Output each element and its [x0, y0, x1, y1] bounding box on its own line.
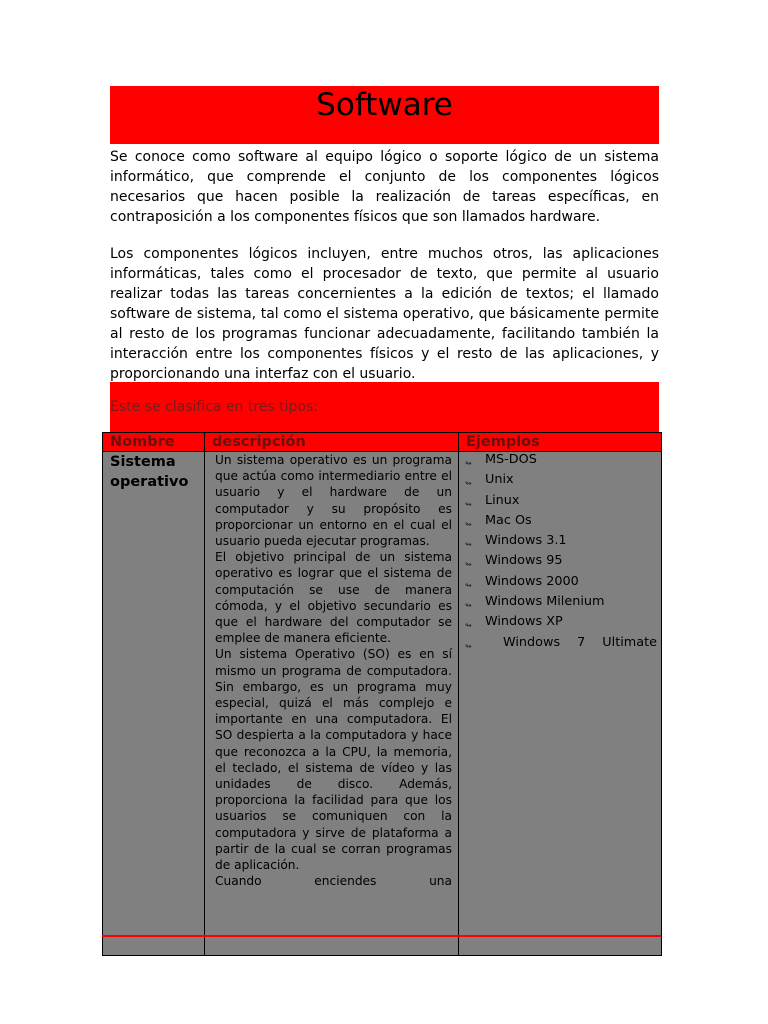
- header-ejemplos: Ejemplos: [459, 433, 662, 452]
- arrow-bullet-icon: ↬: [465, 580, 472, 590]
- list-item: ↬ Unix: [465, 472, 657, 492]
- arrow-bullet-icon: ↬: [465, 540, 472, 550]
- list-item: ↬ Windows 3.1: [465, 533, 657, 553]
- table-header-row: [103, 433, 662, 452]
- arrow-bullet-icon: ↬: [465, 519, 472, 529]
- arrow-bullet-icon: ↬: [465, 641, 472, 651]
- arrow-bullet-icon: ↬: [465, 621, 472, 631]
- list-item: ↬ Linux: [465, 493, 657, 513]
- list-item: ↬ Windows 95: [465, 553, 657, 573]
- list-item: ↬ Windows 2000: [465, 574, 657, 594]
- classification-band: [110, 382, 659, 434]
- title-band: [110, 86, 659, 144]
- description-paragraph: El objetivo principal de un sistema operativo es lograr que el sistema de computación se use de manera cómoda, y el objetivo secundario es que el hardware del computador se emplee de manera eficiente.: [215, 550, 452, 646]
- arrow-bullet-icon: ↬: [465, 459, 472, 468]
- classification-text: Este se clasifica en tres tipos:: [110, 399, 319, 415]
- software-types-table: [102, 432, 662, 956]
- arrow-bullet-icon: ↬: [465, 479, 472, 489]
- paragraph-components: Los componentes lógicos incluyen, entre muchos otros, las aplicaciones informáticas, tales como el procesador de texto, que permite al usuario realizar todas las tareas concernientes a la edición de textos; el llamado software de sistema, tal como el sistema operativo, que básicamente permite al resto de los programas funcionar adecuadamente, facilitando también la interacción entre los componentes físicos y el resto de las aplicaciones, y proporcionando una interfaz con el usuario.: [110, 246, 659, 382]
- description-paragraph: Un sistema Operativo (SO) es en sí mismo un programa de computadora. Sin embargo, es un programa muy especial, quizá el más complejo e importante en una computadora. El SO despierta a la computadora y hace que reconozca a la CPU, la memoria, el teclado, el sistema de vídeo y las unidades de disco. Además, proporciona la facilidad para que los usuarios se comuniquen con la computadora y sirve de plataforma a partir de la cual se corran programas de aplicación.: [215, 647, 452, 873]
- arrow-bullet-icon: ↬: [465, 601, 472, 611]
- cell-description: [205, 452, 459, 956]
- list-item: ↬ Windows Milenium: [465, 594, 657, 614]
- arrow-bullet-icon: ↬: [465, 499, 472, 509]
- cell-name: Sistema operativo: [103, 452, 205, 956]
- paragraph-intro: Se conoce como software al equipo lógico o soporte lógico de un sistema informático, que comprende el conjunto de los componentes lógicos necesarios que hacen posible la realización de tareas específicas, en contraposición a los componentes físicos que son llamados hardware.: [110, 149, 659, 225]
- page-title: Software: [316, 87, 453, 123]
- cell-examples: [459, 452, 662, 956]
- list-item: ↬ Windows 7 Ultimate: [465, 635, 657, 655]
- bottom-divider: [102, 935, 661, 937]
- header-descripcion: descripción: [205, 433, 459, 452]
- description-paragraph: Cuando enciendes una: [215, 874, 452, 889]
- header-nombre: Nombre: [103, 433, 205, 452]
- arrow-bullet-icon: ↬: [465, 560, 472, 570]
- list-item: ↬ MS-DOS: [465, 452, 657, 472]
- examples-list: [465, 452, 657, 655]
- description-paragraph: Un sistema operativo es un programa que actúa como intermediario entre el usuario y el hardware de un computador y su propósito es proporcionar un entorno en el cual el usuario pueda ejecutar programas.: [215, 453, 452, 549]
- list-item: ↬ Mac Os: [465, 513, 657, 533]
- list-item: ↬ Windows XP: [465, 614, 657, 634]
- table-row: [103, 452, 662, 956]
